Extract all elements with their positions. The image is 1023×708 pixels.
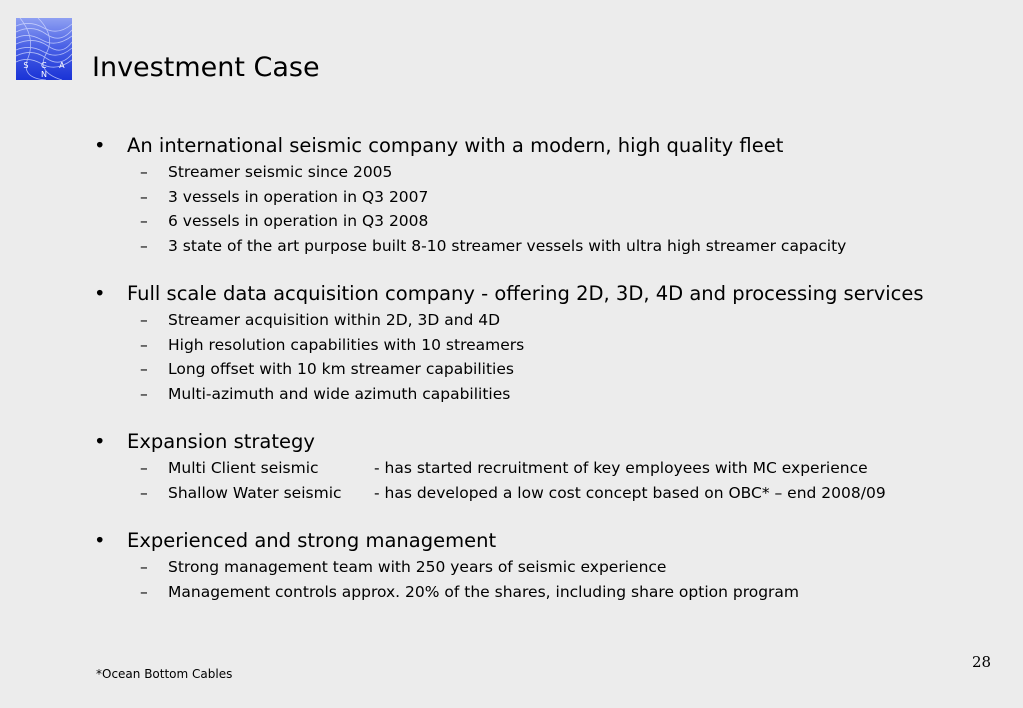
sub-list <box>92 456 1012 505</box>
list-item <box>92 382 1012 407</box>
dash-icon: – <box>140 311 148 329</box>
slide-title: Investment Case <box>92 52 320 83</box>
list-item <box>92 333 1012 358</box>
list-item-text: Streamer acquisition within 2D, 3D and 4D <box>168 311 501 329</box>
section-management <box>92 527 1012 604</box>
bullet-heading <box>92 132 1012 160</box>
list-item-text: Streamer seismic since 2005 <box>168 163 393 181</box>
list-item <box>92 481 1012 506</box>
list-item-text: High resolution capabilities with 10 streamers <box>168 335 525 354</box>
dash-icon: – <box>140 212 148 230</box>
bullet-icon: • <box>94 282 106 305</box>
bullet-heading <box>92 280 1012 308</box>
bullet-text: Expansion strategy <box>127 430 315 453</box>
bullet-text: Full scale data acquisition company - offering 2D, 3D, 4D and processing services <box>127 282 924 305</box>
dash-icon: – <box>140 335 148 354</box>
list-item <box>92 209 1012 234</box>
section-fleet <box>92 132 1012 258</box>
list-item <box>92 308 1012 333</box>
sub-list <box>92 308 1012 406</box>
list-item-detail: - has started recruitment of key employees with MC experience <box>374 459 868 477</box>
dash-icon: – <box>140 236 148 255</box>
dash-icon: – <box>140 558 148 576</box>
sub-list <box>92 555 1012 604</box>
list-item <box>92 580 1012 605</box>
list-item-text: 6 vessels in operation in Q3 2008 <box>168 212 429 230</box>
list-item <box>92 456 1012 481</box>
list-item-text: 3 vessels in operation in Q3 2007 <box>168 187 429 206</box>
dash-icon: – <box>140 384 148 403</box>
sub-list <box>92 160 1012 258</box>
bullet-icon: • <box>94 430 106 453</box>
list-item <box>92 160 1012 185</box>
logo-text: S C A N <box>23 61 70 79</box>
list-item <box>92 357 1012 382</box>
list-item-label: Shallow Water seismic <box>168 483 342 502</box>
bullet-icon: • <box>94 529 106 552</box>
dash-icon: – <box>140 163 148 181</box>
bullet-text: Experienced and strong management <box>127 529 497 552</box>
section-expansion <box>92 428 1012 505</box>
dash-icon: – <box>140 483 148 502</box>
dash-icon: – <box>140 582 148 601</box>
page-number: 28 <box>972 653 992 671</box>
scan-logo <box>16 18 72 80</box>
dash-icon: – <box>140 187 148 206</box>
footnote: *Ocean Bottom Cables <box>96 667 233 681</box>
list-item-label: Multi Client seismic <box>168 459 319 477</box>
list-item-text: Strong management team with 250 years of seismic experience <box>168 558 667 576</box>
bullet-text: An international seismic company with a modern, high quality fleet <box>127 134 784 157</box>
bullet-heading <box>92 428 1012 456</box>
dash-icon: – <box>140 360 148 378</box>
bullet-content <box>92 132 1012 626</box>
bullet-icon: • <box>94 134 106 157</box>
list-item-text: Long offset with 10 km streamer capabilities <box>168 360 514 378</box>
list-item <box>92 234 1012 259</box>
list-item <box>92 555 1012 580</box>
list-item-detail: - has developed a low cost concept based on OBC* – end 2008/09 <box>374 483 886 502</box>
list-item-text: 3 state of the art purpose built 8-10 streamer vessels with ultra high streamer capacity <box>168 236 847 255</box>
list-item-text: Management controls approx. 20% of the shares, including share option program <box>168 582 800 601</box>
dash-icon: – <box>140 459 148 477</box>
bullet-heading <box>92 527 1012 555</box>
section-acquisition <box>92 280 1012 406</box>
list-item <box>92 185 1012 210</box>
list-item-text: Multi-azimuth and wide azimuth capabilities <box>168 384 511 403</box>
